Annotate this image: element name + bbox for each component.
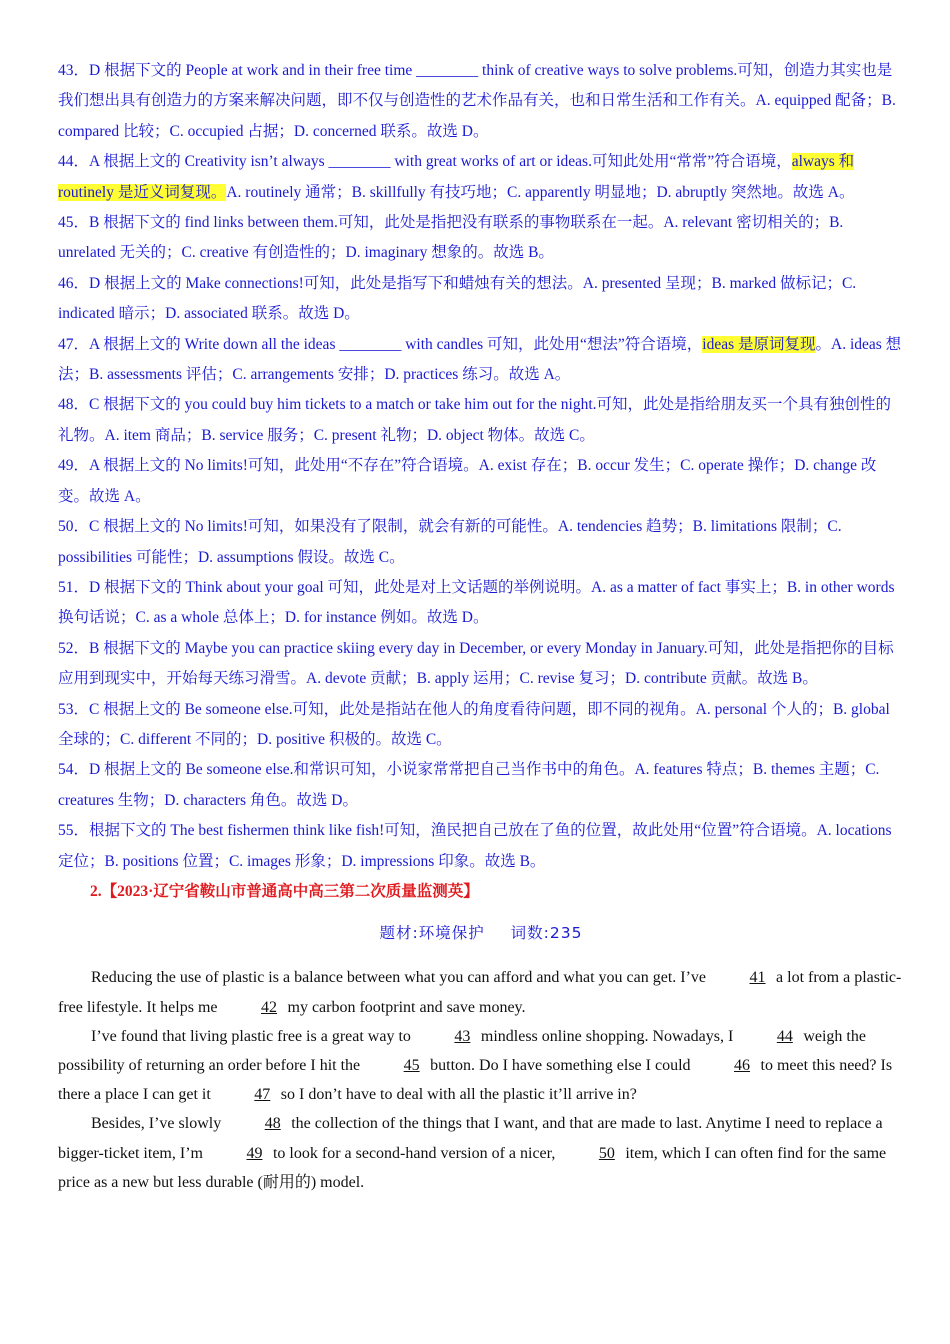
passage-text: my carbon footprint and save money. [283, 998, 526, 1016]
passage-meta [58, 921, 904, 943]
explanation-q52: 52．B 根据下文的 Maybe you can practice skiing every day in December, or every Monday in January.可知，此处是指把你的目标应用到现实中，开始每天练习滑雪。A. devote 贡献；B. apply 运用；C. revise 复习；D. contribute 贡献。故选 B。 [58, 639, 894, 688]
blank-42: 42 [261, 998, 277, 1016]
cloze-passage [58, 963, 904, 1197]
passage-text: Reducing the use of plastic is a balance between what you can afford and what you can get. I’ve [91, 969, 711, 987]
explanation-q51: 51．D 根据下文的 Think about your goal 可知，此处是对上文话题的举例说明。A. as a matter of fact 事实上；B. in other words 换句话说；C. as a whole 总体上；D. for instance 例如。故选 D。 [58, 578, 895, 627]
blank-48: 48 [264, 1115, 281, 1133]
blank-50: 50 [598, 1144, 615, 1162]
explanation-q47 [58, 330, 904, 391]
blank-41: 41 [749, 969, 766, 987]
passage-text: weigh the possibility of returning an order before I hit the [58, 1027, 866, 1074]
highlighted-note: ideas 是原词复现 [702, 335, 816, 353]
blank-43: 43 [454, 1027, 471, 1045]
explanation-text: 。A. ideas 想法；B. assessments 评估；C. arrangements 安排；D. practices 练习。故选 A。 [58, 335, 902, 384]
section-heading: 2.【2023·辽宁省鞍山市普通高中高三第二次质量监测英】 [90, 882, 479, 900]
blank-49: 49 [246, 1144, 263, 1162]
document-page [58, 56, 904, 1197]
passage-text: the collection of the things that I want, and that are made to last. Anytime I need to replace a bigger-ticket item, I’m [58, 1115, 883, 1162]
explanation-q48: 48．C 根据下文的 you could buy him tickets to a match or take him out for the night.可知，此处是指给朋友买一个具有独创性的礼物。A. item 商品；B. service 服务；C. present 礼物；D. object 物体。故选 C。 [58, 396, 892, 444]
passage-text: button. Do I have something else I could [426, 1056, 695, 1074]
passage-text: so I don’t have to deal with all the plastic it’ll arrive in? [276, 1086, 637, 1104]
word-count: 词数:235 [510, 924, 583, 943]
explanation-q54: 54．D 根据上文的 Be someone else.和常识可知，小说家常常把自己当作书中的角色。A. features 特点；B. themes 主题；C. creatures 生物；D. characters 角色。故选 D。 [58, 761, 880, 809]
explanation-q45: 45．B 根据下文的 find links between them.可知，此处是指把没有联系的事物联系在一起。A. relevant 密切相关的；B. unrelated 无关的；C. creative 有创造性的；D. imaginary 想象的。故选 B。 [58, 214, 844, 262]
passage-text: item, which I can often find for the same price as a new but less durable (耐用的) model. [58, 1144, 887, 1191]
passage-paragraph [58, 1109, 904, 1197]
explanation-q50: 50．C 根据上文的 No limits!可知，如果没有了限制，就会有新的可能性。A. tendencies 趋势；B. limitations 限制；C. possibilities 可能性；D. assumptions 假设。故选 C。 [58, 518, 842, 566]
explanation-text: 44．A 根据上文的 Creativity isn’t always ________ with great works of art or ideas.可知此处用“常常”符合语境， [58, 153, 792, 171]
explanation-q49: 49．A 根据上文的 No limits!可知，此处用“不存在”符合语境。A. exist 存在；B. occur 发生；C. operate 操作；D. change 改变。故选 A。 [58, 457, 877, 505]
passage-text: to look for a second-hand version of a nicer, [268, 1144, 560, 1162]
explanation-q53: 53．C 根据上文的 Be someone else.可知，此处是指站在他人的角度看待问题，即不同的视角。A. personal 个人的；B. global 全球的；C. different 不同的；D. positive 积极的。故选 C。 [58, 700, 890, 748]
highlighted-note: always 和 routinely 是近义词复现。 [58, 153, 855, 201]
blank-44: 44 [776, 1027, 793, 1045]
passage-text: mindless online shopping. Nowadays, I [476, 1027, 738, 1045]
passage-paragraph [58, 1022, 904, 1110]
blank-46: 46 [734, 1056, 751, 1074]
answer-explanations [58, 56, 904, 877]
explanation-q43: 43．D 根据下文的 People at work and in their free time ________ think of creative ways to solve problems.可知，创造力其实也是我们想出具有创造力的方案来解决问题，即不仅与创造性的艺术作品有关，也和日常生活和工作有关。A. equipped 配备；B. compared 比较；C. occupied 占据；D. concerned 联系。故选 D。 [58, 62, 896, 140]
passage-text: to meet this need? Is there a place I can get it [58, 1056, 893, 1104]
blank-45: 45 [403, 1056, 420, 1074]
passage-paragraph [58, 963, 904, 1021]
blank-47: 47 [254, 1086, 271, 1104]
passage-text: I’ve found that living plastic free is a great way to [91, 1027, 415, 1045]
explanation-text: A. routinely 通常；B. skillfully 有技巧地；C. apparently 明显地；D. abruptly 突然地。故选 A。 [226, 183, 855, 201]
explanation-q46: 46．D 根据上文的 Make connections!可知，此处是指写下和蜡烛有关的想法。A. presented 呈现；B. marked 做标记；C. indicated 暗示；D. associated 联系。故选 D。 [58, 274, 857, 323]
topic-label: 题材:环境保护 [379, 924, 485, 943]
explanation-q55: 55．根据下文的 The best fishermen think like fish!可知，渔民把自己放在了鱼的位置，故此处用“位置”符合语境。A. locations 定位；B. positions 位置；C. images 形象；D. impressions 印象。故选 B。 [58, 822, 892, 870]
passage-text: Besides, I’ve slowly [91, 1115, 226, 1133]
explanation-text: 47．A 根据上文的 Write down all the ideas ________ with candles 可知，此处用“想法”符合语境， [58, 335, 703, 353]
explanation-q44 [58, 147, 904, 208]
passage-text: a lot from a plastic-free lifestyle. It helps me [58, 969, 902, 1016]
